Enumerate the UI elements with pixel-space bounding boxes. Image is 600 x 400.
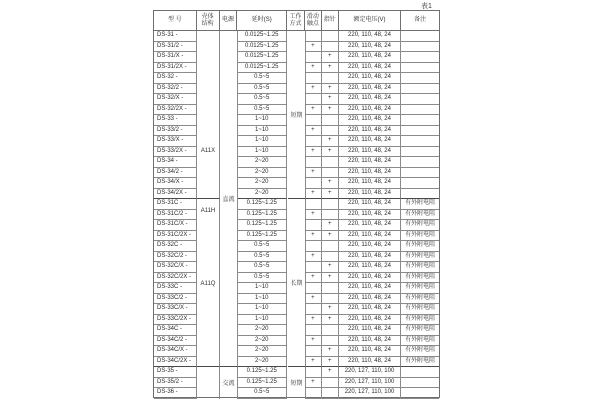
voltage-cell: 220, 110, 48, 24 [339, 168, 402, 179]
column-header-voltage-line: 额定电压(V) [353, 17, 386, 23]
sliding-contact-cell [305, 388, 322, 399]
sliding-contact-cell [305, 304, 322, 315]
pointer-cell [322, 325, 339, 336]
remark-cell [401, 178, 439, 189]
remark-cell [401, 367, 439, 378]
voltage-cell: 220, 110, 48, 24 [339, 346, 402, 357]
power-ac-cell [220, 367, 238, 399]
voltage-cell: 220, 110, 48, 24 [339, 63, 402, 74]
pointer-cell [322, 210, 339, 221]
delay-cell: 0.5~5 [237, 73, 287, 84]
case-structure-a11q-label: A11Q [200, 281, 216, 287]
pointer-cell: + [322, 346, 339, 357]
pointer-cell [322, 336, 339, 347]
pointer-cell: + [322, 136, 339, 147]
sliding-contact-cell [305, 157, 322, 168]
model-cell: DS-31 - [154, 31, 197, 42]
remark-cell: 有外附电阻 [401, 252, 439, 263]
pointer-cell [322, 42, 339, 53]
sliding-contact-cell [305, 52, 322, 63]
remark-cell: 有外附电阻 [401, 231, 439, 242]
column-header-case [197, 11, 220, 31]
delay-cell: 1~10 [237, 126, 287, 137]
sliding-contact-cell [305, 325, 322, 336]
pointer-cell: + [322, 304, 339, 315]
column-header-remark [401, 11, 439, 31]
model-cell: DS-31C - [154, 199, 197, 210]
voltage-cell: 220, 110, 48, 24 [339, 325, 402, 336]
remark-cell [401, 94, 439, 105]
work-mode-group2-cell [288, 199, 306, 367]
model-cell: DS-32/2X - [154, 105, 197, 116]
pointer-cell: + [322, 357, 339, 368]
sliding-contact-cell: + [305, 378, 322, 389]
remark-cell: 有外附电阻 [401, 336, 439, 347]
sliding-contact-cell: + [305, 231, 322, 242]
column-header-pointer-line: 指针 [323, 17, 336, 23]
delay-cell: 2~20 [237, 357, 287, 368]
sliding-contact-cell: + [305, 147, 322, 158]
case-structure-a11h-label: A11H [200, 208, 216, 214]
model-cell: DS-34/2X - [154, 189, 197, 200]
delay-cell: 0.125~1.25 [237, 210, 287, 221]
sliding-contact-cell: + [305, 357, 322, 368]
column-header-slide-line: 触点 [306, 20, 319, 27]
sliding-contact-cell [305, 94, 322, 105]
sliding-contact-cell [305, 115, 322, 126]
delay-cell: 2~20 [237, 346, 287, 357]
remark-cell: 有外附电阻 [401, 262, 439, 273]
model-cell: DS-32 - [154, 73, 197, 84]
sliding-contact-cell [305, 241, 322, 252]
pointer-cell [322, 157, 339, 168]
column-header-model-line: 型 号 [168, 17, 182, 23]
voltage-cell: 220, 110, 48, 24 [339, 241, 402, 252]
relay-spec-table [153, 10, 440, 398]
sliding-contact-cell: + [305, 105, 322, 116]
sliding-contact-cell: + [305, 252, 322, 263]
column-header-power [220, 11, 238, 31]
sliding-contact-cell: + [305, 126, 322, 137]
power-dc-label: 直流 [222, 197, 235, 203]
voltage-cell: 220, 110, 48, 24 [339, 94, 402, 105]
pointer-cell [322, 73, 339, 84]
delay-cell: 1~10 [237, 315, 287, 326]
remark-cell [401, 157, 439, 168]
pointer-cell: + [322, 231, 339, 242]
delay-cell: 0.0125~1.25 [237, 63, 287, 74]
delay-cell: 0.5~5 [237, 262, 287, 273]
delay-cell: 0.0125~1.25 [237, 52, 287, 63]
case-structure-group2-cell [197, 199, 220, 367]
model-cell: DS-31C/2 - [154, 210, 197, 221]
delay-cell: 0.0125~1.25 [237, 42, 287, 53]
delay-cell: 1~10 [237, 294, 287, 305]
remark-cell [401, 388, 439, 399]
model-cell: DS-35/2 - [154, 378, 197, 389]
case-structure-group1-cell [197, 31, 220, 199]
voltage-cell: 220, 110, 48, 24 [339, 189, 402, 200]
work-mode-group1-cell [288, 31, 306, 199]
column-header-work [287, 11, 305, 31]
delay-cell: 2~20 [237, 325, 287, 336]
pointer-cell [322, 126, 339, 137]
model-cell: DS-32C/2 - [154, 252, 197, 263]
model-cell: DS-36 - [154, 388, 197, 399]
remark-cell [401, 378, 439, 389]
remark-cell [401, 84, 439, 95]
model-cell: DS-34C/X - [154, 346, 197, 357]
voltage-cell: 220, 110, 48, 24 [339, 304, 402, 315]
work-mode-group3-cell [288, 367, 306, 399]
pointer-cell: + [322, 84, 339, 95]
remark-cell [401, 73, 439, 84]
model-cell: DS-34C/2X - [154, 357, 197, 368]
delay-cell: 0.5~5 [237, 252, 287, 263]
voltage-cell: 220, 110, 48, 24 [339, 262, 402, 273]
work-mode-group3-label: 短期 [290, 381, 303, 388]
remark-cell: 有外附电阻 [401, 283, 439, 294]
remark-cell: 有外附电阻 [401, 357, 439, 368]
sliding-contact-cell [305, 262, 322, 273]
delay-cell: 2~20 [237, 189, 287, 200]
pointer-cell [322, 31, 339, 42]
power-dc-cell [220, 31, 238, 367]
pointer-cell: + [322, 273, 339, 284]
voltage-cell: 220, 110, 48, 24 [339, 294, 402, 305]
delay-cell: 1~10 [237, 304, 287, 315]
column-header-slide [305, 11, 322, 31]
sliding-contact-cell: + [305, 273, 322, 284]
delay-cell: 0.125~1.25 [237, 199, 287, 210]
model-cell: DS-32C/2X - [154, 273, 197, 284]
sliding-contact-cell: + [305, 84, 322, 95]
pointer-cell [322, 241, 339, 252]
voltage-cell: 220, 110, 48, 24 [339, 147, 402, 158]
delay-cell: 2~20 [237, 178, 287, 189]
model-cell: DS-31/2 - [154, 42, 197, 53]
model-cell: DS-31C/2X - [154, 231, 197, 242]
sliding-contact-cell: + [305, 189, 322, 200]
remark-cell: 有外附电阻 [401, 273, 439, 284]
delay-cell: 0.125~1.25 [237, 378, 287, 389]
sliding-contact-cell: + [305, 168, 322, 179]
sliding-contact-cell: + [305, 42, 322, 53]
delay-cell: 0.125~1.25 [237, 231, 287, 242]
pointer-cell [322, 115, 339, 126]
pointer-cell [322, 378, 339, 389]
delay-cell: 2~20 [237, 336, 287, 347]
remark-cell: 有外附电阻 [401, 241, 439, 252]
pointer-cell: + [322, 147, 339, 158]
sliding-contact-cell: + [305, 63, 322, 74]
model-cell: DS-32C/X - [154, 262, 197, 273]
delay-cell: 1~10 [237, 136, 287, 147]
delay-cell: 0.5~5 [237, 105, 287, 116]
column-header-work-line: 工作 [289, 13, 302, 20]
remark-cell [401, 189, 439, 200]
work-mode-group2-label: 长期 [290, 281, 303, 287]
delay-cell: 0.5~5 [237, 84, 287, 95]
sliding-contact-cell [305, 199, 322, 210]
column-header-model [154, 11, 197, 31]
model-cell: DS-34/2 - [154, 168, 197, 179]
delay-cell: 0.5~5 [237, 94, 287, 105]
pointer-cell: + [322, 94, 339, 105]
column-header-pointer [322, 11, 339, 31]
pointer-cell: + [322, 262, 339, 273]
column-header-power-line: 电源 [221, 17, 234, 23]
pointer-cell: + [322, 220, 339, 231]
voltage-cell: 220, 110, 48, 24 [339, 178, 402, 189]
model-cell: DS-34C - [154, 325, 197, 336]
work-mode-group1-label: 短期 [290, 113, 303, 119]
remark-cell [401, 147, 439, 158]
pointer-cell [322, 168, 339, 179]
voltage-cell: 220, 110, 48, 24 [339, 52, 402, 63]
model-cell: DS-34/X - [154, 178, 197, 189]
case-structure-a11x-label: A11X [200, 148, 216, 154]
model-cell: DS-34 - [154, 157, 197, 168]
pointer-cell [322, 283, 339, 294]
voltage-cell: 220, 110, 48, 24 [339, 336, 402, 347]
sliding-contact-cell [305, 220, 322, 231]
pointer-cell: + [322, 178, 339, 189]
model-cell: DS-34C/2 - [154, 336, 197, 347]
voltage-cell: 220, 110, 48, 24 [339, 31, 402, 42]
delay-cell: 2~20 [237, 168, 287, 179]
voltage-cell: 220, 110, 48, 24 [339, 136, 402, 147]
sliding-contact-cell [305, 346, 322, 357]
sliding-contact-cell: + [305, 315, 322, 326]
remark-cell [401, 136, 439, 147]
remark-cell: 有外附电阻 [401, 199, 439, 210]
column-header-slide-line: 滑动 [306, 13, 319, 20]
model-cell: DS-33C/2 - [154, 294, 197, 305]
sliding-contact-cell [305, 31, 322, 42]
column-header-case-line: 壳体 [201, 13, 214, 20]
model-cell: DS-33/X - [154, 136, 197, 147]
voltage-cell: 220, 110, 48, 24 [339, 199, 402, 210]
delay-cell: 1~10 [237, 115, 287, 126]
pointer-cell: + [322, 189, 339, 200]
pointer-cell: + [322, 105, 339, 116]
delay-cell: 1~10 [237, 283, 287, 294]
remark-cell [401, 126, 439, 137]
model-cell: DS-33 - [154, 115, 197, 126]
pointer-cell: + [322, 63, 339, 74]
voltage-cell: 220, 127, 110, 100 [339, 388, 402, 399]
voltage-cell: 220, 110, 48, 24 [339, 210, 402, 221]
remark-cell: 有外附电阻 [401, 346, 439, 357]
remark-cell [401, 63, 439, 74]
remark-cell [401, 42, 439, 53]
delay-cell: 0.5~5 [237, 388, 287, 399]
voltage-cell: 220, 110, 48, 24 [339, 231, 402, 242]
delay-cell: 0.5~5 [237, 273, 287, 284]
delay-cell: 0.125~1.25 [237, 220, 287, 231]
voltage-cell: 220, 110, 48, 24 [339, 84, 402, 95]
sliding-contact-cell: + [305, 210, 322, 221]
sliding-contact-cell: + [305, 294, 322, 305]
power-ac-label: 交流 [222, 381, 235, 388]
model-cell: DS-31/X - [154, 52, 197, 63]
sliding-contact-cell [305, 73, 322, 84]
model-cell: DS-32/X - [154, 94, 197, 105]
column-header-delay-line: 延时(S) [251, 17, 272, 23]
voltage-cell: 220, 110, 48, 24 [339, 220, 402, 231]
model-cell: DS-31/2X - [154, 63, 197, 74]
pointer-cell [322, 294, 339, 305]
voltage-cell: 220, 110, 48, 24 [339, 73, 402, 84]
pointer-cell: + [322, 367, 339, 378]
remark-cell: 有外附电阻 [401, 315, 439, 326]
model-cell: DS-31C/X - [154, 220, 197, 231]
remark-cell: 有外附电阻 [401, 304, 439, 315]
sliding-contact-cell: + [305, 336, 322, 347]
voltage-cell: 220, 110, 48, 24 [339, 252, 402, 263]
table-header-row [154, 11, 439, 31]
voltage-cell: 220, 110, 48, 24 [339, 105, 402, 116]
case-structure-group3-cell [197, 367, 220, 399]
pointer-cell [322, 388, 339, 399]
table-caption: 表1 [421, 3, 432, 10]
remark-cell: 有外附电阻 [401, 210, 439, 221]
voltage-cell: 220, 110, 48, 24 [339, 357, 402, 368]
model-cell: DS-33/2 - [154, 126, 197, 137]
remark-cell [401, 168, 439, 179]
delay-cell: 0.125~1.25 [237, 367, 287, 378]
sliding-contact-cell [305, 283, 322, 294]
remark-cell [401, 105, 439, 116]
voltage-cell: 220, 127, 110, 100 [339, 378, 402, 389]
voltage-cell: 220, 110, 48, 24 [339, 273, 402, 284]
remark-cell: 有外附电阻 [401, 294, 439, 305]
voltage-cell: 220, 127, 110, 100 [339, 367, 402, 378]
voltage-cell: 220, 110, 48, 24 [339, 157, 402, 168]
delay-cell: 2~20 [237, 157, 287, 168]
delay-cell: 1~10 [237, 147, 287, 158]
remark-cell [401, 31, 439, 42]
column-header-remark-line: 备注 [414, 17, 427, 23]
delay-cell: 0.5~5 [237, 241, 287, 252]
model-cell: DS-33C/X - [154, 304, 197, 315]
pointer-cell [322, 252, 339, 263]
remark-cell: 有外附电阻 [401, 325, 439, 336]
remark-cell [401, 115, 439, 126]
table-body [154, 31, 439, 399]
model-cell: DS-33C/2X - [154, 315, 197, 326]
pointer-cell [322, 199, 339, 210]
model-cell: DS-33C - [154, 283, 197, 294]
remark-cell: 有外附电阻 [401, 220, 439, 231]
voltage-cell: 220, 110, 48, 24 [339, 315, 402, 326]
model-cell: DS-32/2 - [154, 84, 197, 95]
pointer-cell: + [322, 52, 339, 63]
sliding-contact-cell [305, 178, 322, 189]
column-header-case-line: 结构 [201, 20, 214, 27]
voltage-cell: 220, 110, 48, 24 [339, 126, 402, 137]
sliding-contact-cell [305, 136, 322, 147]
voltage-cell: 220, 110, 48, 24 [339, 42, 402, 53]
pointer-cell: + [322, 315, 339, 326]
voltage-cell: 220, 110, 48, 24 [339, 115, 402, 126]
model-cell: DS-35 - [154, 367, 197, 378]
model-cell: DS-32C - [154, 241, 197, 252]
sliding-contact-cell [305, 367, 322, 378]
voltage-cell: 220, 110, 48, 24 [339, 283, 402, 294]
remark-cell [401, 52, 439, 63]
column-header-delay [237, 11, 287, 31]
column-header-voltage [339, 11, 402, 31]
column-header-work-line: 方式 [289, 20, 302, 27]
model-cell: DS-33/2X - [154, 147, 197, 158]
delay-cell: 0.0125~1.25 [237, 31, 287, 42]
